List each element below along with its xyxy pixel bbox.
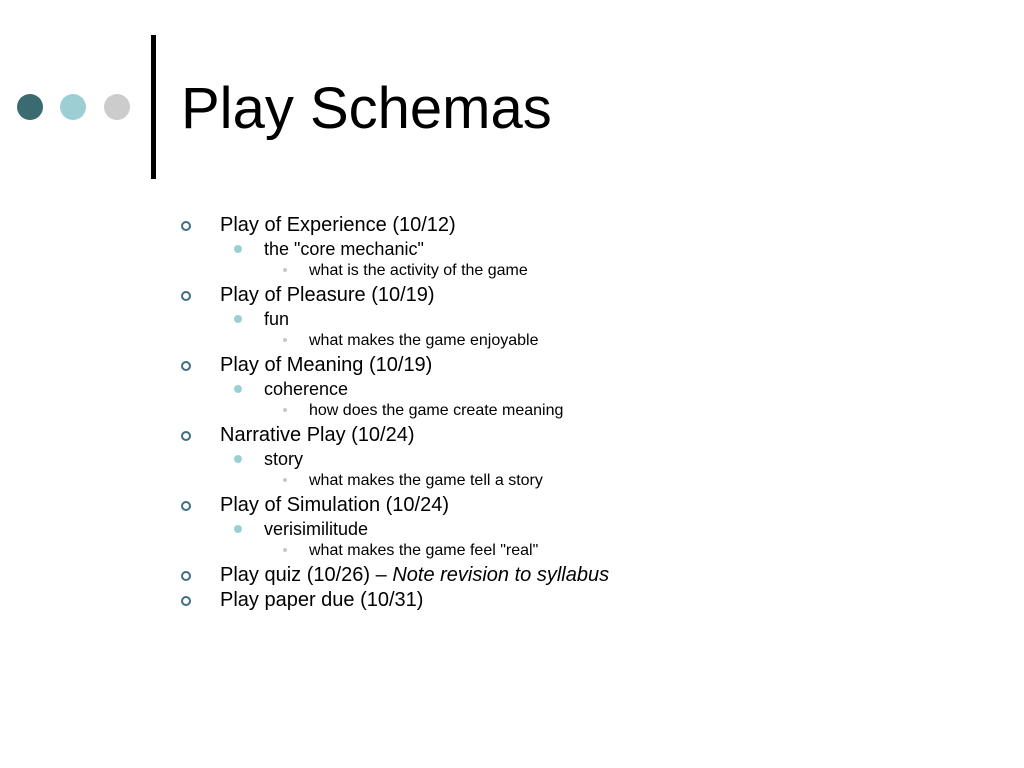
subtopic-label: fun [264, 309, 290, 329]
quiz-item [0, 563, 1024, 588]
syllabus-note: Note revision to syllabus [392, 564, 610, 586]
detail-label: what makes the game enjoyable [309, 332, 539, 349]
title-divider [151, 35, 156, 179]
paper-label: Play paper due (10/31) [220, 589, 424, 611]
detail-item [0, 470, 1024, 493]
bullet-list [0, 213, 1024, 613]
paper-item [0, 588, 1024, 613]
ring-bullet-icon [181, 221, 191, 231]
subtopic-label: story [264, 449, 304, 469]
subtopic-item [0, 238, 1024, 260]
detail-label: what is the activity of the game [309, 262, 528, 279]
dot-bullet-icon [234, 525, 242, 533]
topic-label: Narrative Play (10/24) [220, 424, 415, 446]
slide-title: Play Schemas [181, 76, 552, 141]
subtopic-item [0, 378, 1024, 400]
decorative-dot-dark [17, 94, 43, 120]
ring-bullet-icon [181, 361, 191, 371]
detail-item [0, 540, 1024, 563]
subtopic-item [0, 448, 1024, 470]
topic-label: Play of Simulation (10/24) [220, 494, 450, 516]
ring-bullet-icon [181, 501, 191, 511]
ring-bullet-icon [181, 431, 191, 441]
subtopic-item [0, 308, 1024, 330]
ring-bullet-icon [181, 596, 191, 606]
dot-bullet-icon [234, 245, 242, 253]
small-dot-bullet-icon [283, 408, 287, 412]
dot-bullet-icon [234, 455, 242, 463]
small-dot-bullet-icon [283, 548, 287, 552]
dot-bullet-icon [234, 315, 242, 323]
small-dot-bullet-icon [283, 338, 287, 342]
topic-item [0, 283, 1024, 308]
detail-label: what makes the game tell a story [309, 472, 543, 489]
topic-label: Play of Meaning (10/19) [220, 354, 433, 376]
ring-bullet-icon [181, 571, 191, 581]
decorative-dot-light [60, 94, 86, 120]
quiz-label: Play quiz (10/26) – [220, 564, 393, 586]
detail-label: what makes the game feel "real" [309, 542, 539, 559]
topic-item [0, 213, 1024, 238]
subtopic-label: the "core mechanic" [264, 239, 424, 259]
detail-item [0, 260, 1024, 283]
detail-item [0, 400, 1024, 423]
topic-item [0, 353, 1024, 378]
detail-item [0, 330, 1024, 353]
small-dot-bullet-icon [283, 478, 287, 482]
subtopic-label: verisimilitude [264, 519, 369, 539]
ring-bullet-icon [181, 291, 191, 301]
topic-label: Play of Experience (10/12) [220, 214, 456, 236]
topic-item [0, 423, 1024, 448]
dot-bullet-icon [234, 385, 242, 393]
detail-label: how does the game create meaning [309, 402, 564, 419]
decorative-dot-gray [104, 94, 130, 120]
subtopic-label: coherence [264, 379, 349, 399]
topic-label: Play of Pleasure (10/19) [220, 284, 435, 306]
small-dot-bullet-icon [283, 268, 287, 272]
topic-item [0, 493, 1024, 518]
subtopic-item [0, 518, 1024, 540]
